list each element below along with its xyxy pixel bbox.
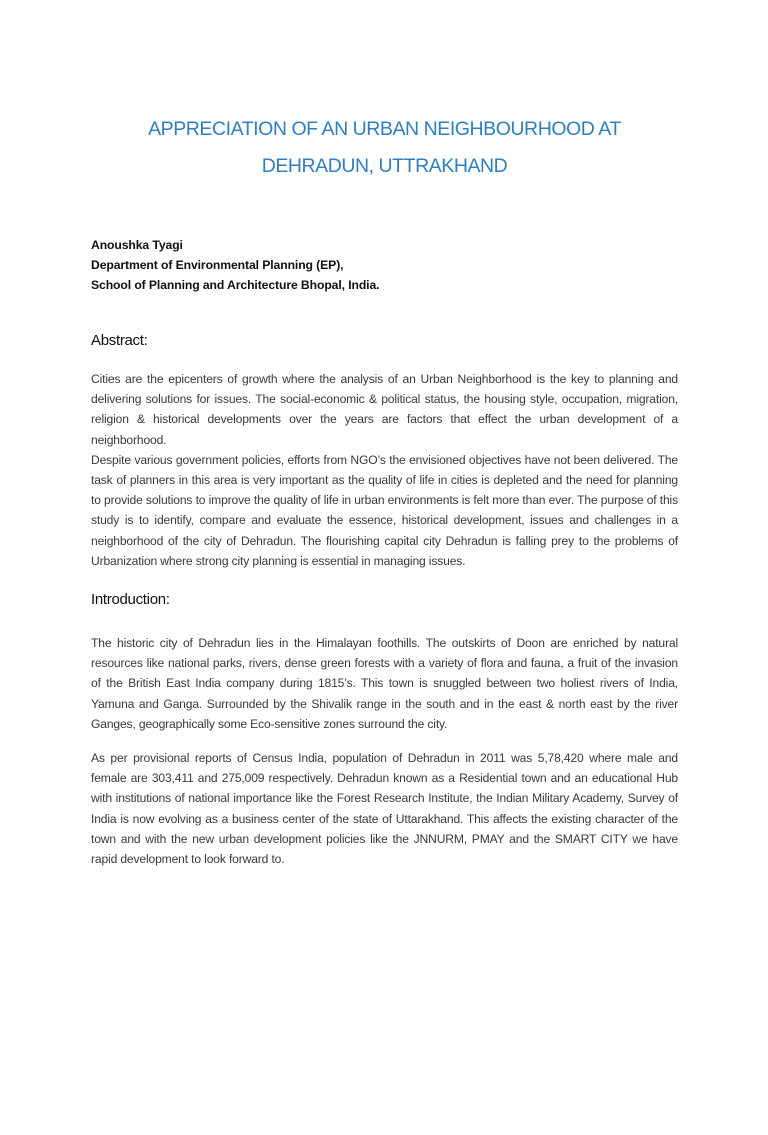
author-department: Department of Environmental Planning (EP), xyxy=(91,258,344,272)
introduction-heading: Introduction: xyxy=(91,591,170,609)
author-institution: School of Planning and Architecture Bhopal, India. xyxy=(91,278,380,292)
abstract-paragraph-1: Cities are the epicenters of growth where the analysis of an Urban Neighborhood is the key to planning and delivering solutions for issues. The social-economic & political status, the housing style, occupation, migration, religion & historical developments over the years are factors that effect the urban development of a neighborhood. xyxy=(91,372,678,447)
abstract-heading: Abstract: xyxy=(91,332,148,349)
introduction-paragraph-2: As per provisional reports of Census India, population of Dehradun in 2011 was 5,78,420 where male and female are 303,411 and 275,009 respectively. Dehradun known as a Residential town and an educational Hub with institutions of national importance like the Forest Research Institute, the Indian Military Academy, Survey of India is now evolving as a business center of the state of Uttarakhand. This affects the existing character of the town and with the new urban development policies like the JNNURM, PMAY and the SMART CITY we have rapid development to look forward to. xyxy=(91,751,678,867)
author-name: Anoushka Tyagi xyxy=(91,238,183,252)
author-block xyxy=(91,235,678,295)
abstract-paragraph-2: Despite various government policies, efforts from NGO’s the envisioned objectives have not been delivered. The task of planners in this area is very important as the quality of life in cities is depleted and the need for planning to provide solutions to improve the quality of life in urban environments is felt more than ever. The purpose of this study is to identify, compare and evaluate the essence, historical development, issues and challenges in a neighborhood of the city of Dehradun. The flourishing capital city Dehradun is falling prey to the problems of Urbanization where strong city planning is essential in managing issues. xyxy=(91,452,678,568)
document-page xyxy=(0,111,768,1135)
introduction-paragraph-1: The historic city of Dehradun lies in the Himalayan foothills. The outskirts of Doon are enriched by natural resources like national parks, rivers, dense green forests with a variety of flora and fauna, a fruit of the invasion of the British East India company during 1815’s. This town is snuggled between two holiest rivers of India, Yamuna and Ganga. Surrounded by the Shivalik range in the south and in the east & north east by the river Ganges, geographically some Eco-sensitive zones surround the city. xyxy=(91,636,678,731)
paper-title: APPRECIATION OF AN URBAN NEIGHBOURHOOD AT DEHRADUN, UTTRAKHAND xyxy=(148,118,621,177)
